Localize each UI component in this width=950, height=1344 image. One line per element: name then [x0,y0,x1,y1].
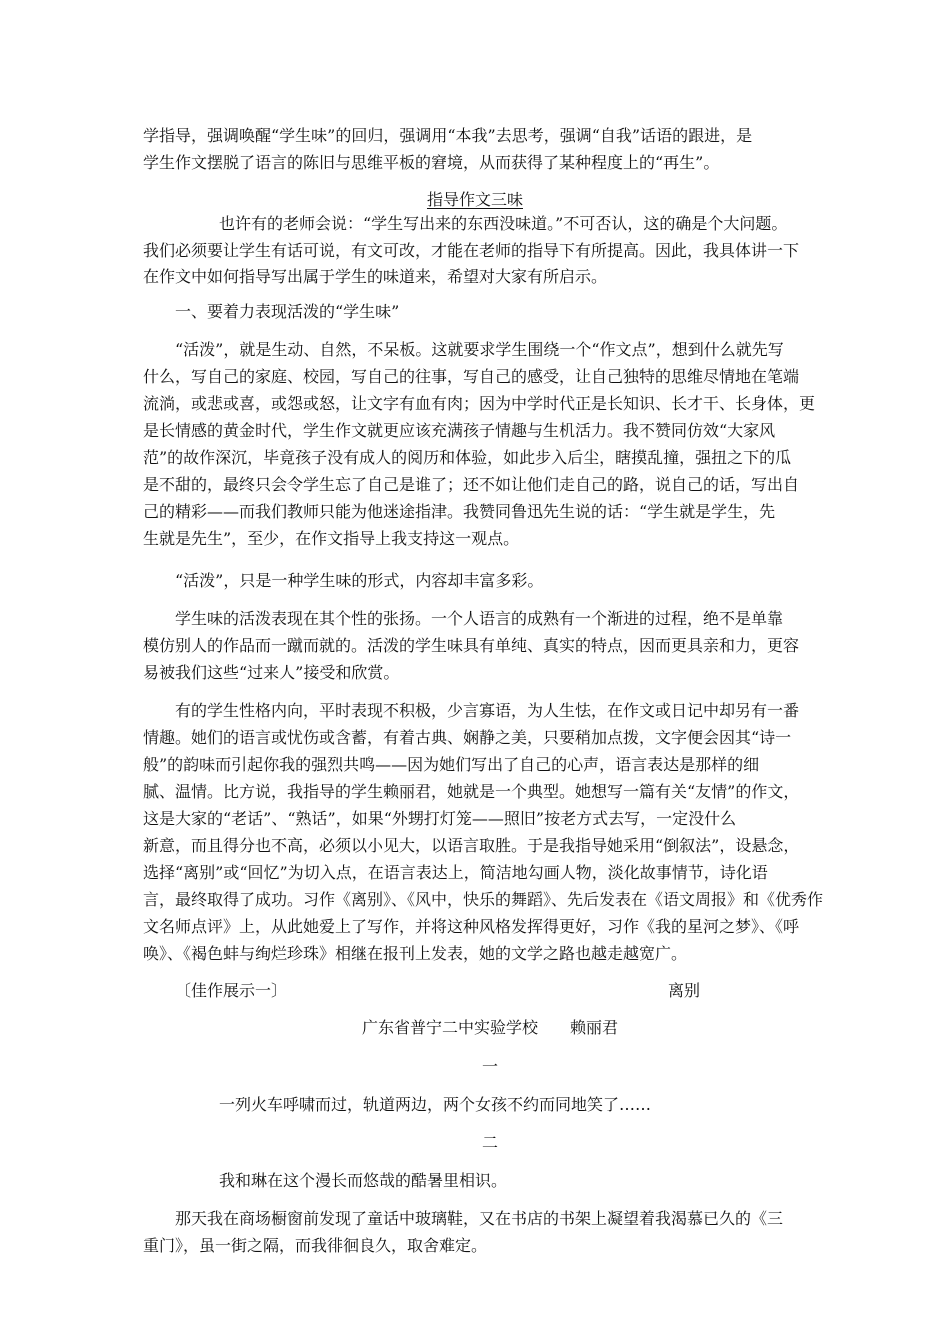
paragraph-5-line-4: 腻、温情。比方说，我指导的学生赖丽君，她就是一个典型。她想写一篇有关“友情”的作文， [143,782,800,801]
part-1-line: 一列火车呼啸而过，轨道两边，两个女孩不约而同地笑了…… [219,1095,652,1114]
paragraph-5-line-7: 选择“离别”或“回忆”为切入点，在语言表达上，简洁地勾画人物，淡化故事情节，诗化语 [143,863,768,882]
paragraph-2-line-3: 流淌，或悲或喜，或怨或怒，让文字有血有肉；因为中学时代正是长知识、长才干、长身体，更 [143,394,816,413]
section-mark-one: 一 [481,1057,498,1076]
paragraph-5-line-3: 般”的韵味而引起你我的强烈共鸣——因为她们写出了自己的心声，语言表达是那样的细 [143,755,760,774]
paragraph-2-line-4: 是长情感的黄金时代，学生作文就更应该充满孩子情趣与生机活力。我不赞同仿效“大家风 [143,421,776,440]
section-heading-1: 一、要着力表现活泼的“学生味” [175,302,400,321]
article-title: 指导作文三味 [426,190,523,209]
showcase-label: 〔佳作展示一〕 [175,981,288,1000]
showcase-byline: 广东省普宁二中实验学校 赖丽君 [361,1018,618,1037]
paragraph-2-line-1: “活泼”，就是生动、自然，不呆板。这就要求学生围绕一个“作文点”，想到什么就先写 [175,340,784,359]
paragraph-5-line-5: 这是大家的“老话”、“熟话”，如果“外甥打灯笼——照旧”按老方式去写，一定没什么 [143,809,737,828]
paragraph-2-line-7: 己的精彩——而我们教师只能为他迷途指津。我赞同鲁迅先生说的话：“学生就是学生，先 [143,502,776,521]
paragraph-1-line-1: 也许有的老师会说：“学生写出来的东西没味道。”不可否认，这的确是个大问题。 [219,214,788,233]
paragraph-5-line-8: 言，最终取得了成功。习作《离别》、《风中，快乐的舞蹈》、先后发表在《语文周报》和《优秀作 [143,890,824,909]
paragraph-4-line-2: 模仿别人的作品而一蹴而就的。活泼的学生味具有单纯、真实的特点，因而更具亲和力，更容 [143,636,800,655]
intro-line-2: 学生作文摆脱了语言的陈旧与思维平板的窘境，从而获得了某种程度上的“再生”。 [143,153,720,172]
paragraph-4-line-1: 学生味的活泼表现在其个性的张扬。一个人语言的成熟有一个渐进的过程，绝不是单靠 [175,609,784,628]
paragraph-2-line-5: 范”的故作深沉，毕竟孩子没有成人的阅历和体验，如此步入后尘，瞎摸乱撞，强扭之下的瓜 [143,448,792,467]
paragraph-5-line-9: 文名师点评》上，从此她爱上了写作，并将这种风格发挥得更好，习作《我的星河之梦》、《呼 [143,917,800,936]
showcase-title: 离别 [668,981,701,1000]
paragraph-1-line-3: 在作文中如何指导写出属于学生的味道来，希望对大家有所启示。 [143,267,608,286]
paragraph-5-line-1: 有的学生性格内向，平时表现不积极，少言寡语，为人生怯，在作文或日记中却另有一番 [175,701,800,720]
intro-line-1: 学指导，强调唤醒“学生味”的回归，强调用“本我”去思考，强调“自我”话语的跟进，是 [143,126,753,145]
paragraph-5-line-10: 唤》、《褐色蚌与绚烂珍珠》相继在报刊上发表，她的文学之路也越走越宽广。 [143,944,688,963]
paragraph-5-line-6: 新意，而且得分也不高，必须以小见大，以语言取胜。于是我指导她采用“倒叙法”，设悬念， [143,836,800,855]
section-mark-two: 二 [481,1133,498,1152]
paragraph-5-line-2: 情趣。她们的语言或忧伤或含蓄，有着古典、娴静之美，只要稍加点拨，文字便会因其“诗一 [143,728,792,747]
paragraph-2-line-8: 生就是先生”，至少，在作文指导上我支持这一观点。 [143,529,520,548]
paragraph-3: “活泼”，只是一种学生味的形式，内容却丰富多彩。 [175,571,544,590]
part-2-line: 我和琳在这个漫长而悠哉的酷暑里相识。 [219,1171,508,1190]
paragraph-4-line-3: 易被我们这些“过来人”接受和欣赏。 [143,663,400,682]
paragraph-2-line-2: 什么，写自己的家庭、校园，写自己的往事，写自己的感受，让自己独特的思维尽情地在笔端 [143,367,800,386]
paragraph-2-line-6: 是不甜的，最终只会令学生忘了自己是谁了；还不如让他们走自己的路，说自己的话，写出自 [143,475,800,494]
part-2-paragraph-line-1: 那天我在商场橱窗前发现了童话中玻璃鞋，又在书店的书架上凝望着我渴慕已久的《三 [175,1209,784,1228]
part-2-paragraph-line-2: 重门》，虽一街之隔，而我徘徊良久，取舍难定。 [143,1236,488,1255]
paragraph-1-line-2: 我们必须要让学生有话可说，有文可改，才能在老师的指导下有所提高。因此，我具体讲一下 [143,241,800,260]
